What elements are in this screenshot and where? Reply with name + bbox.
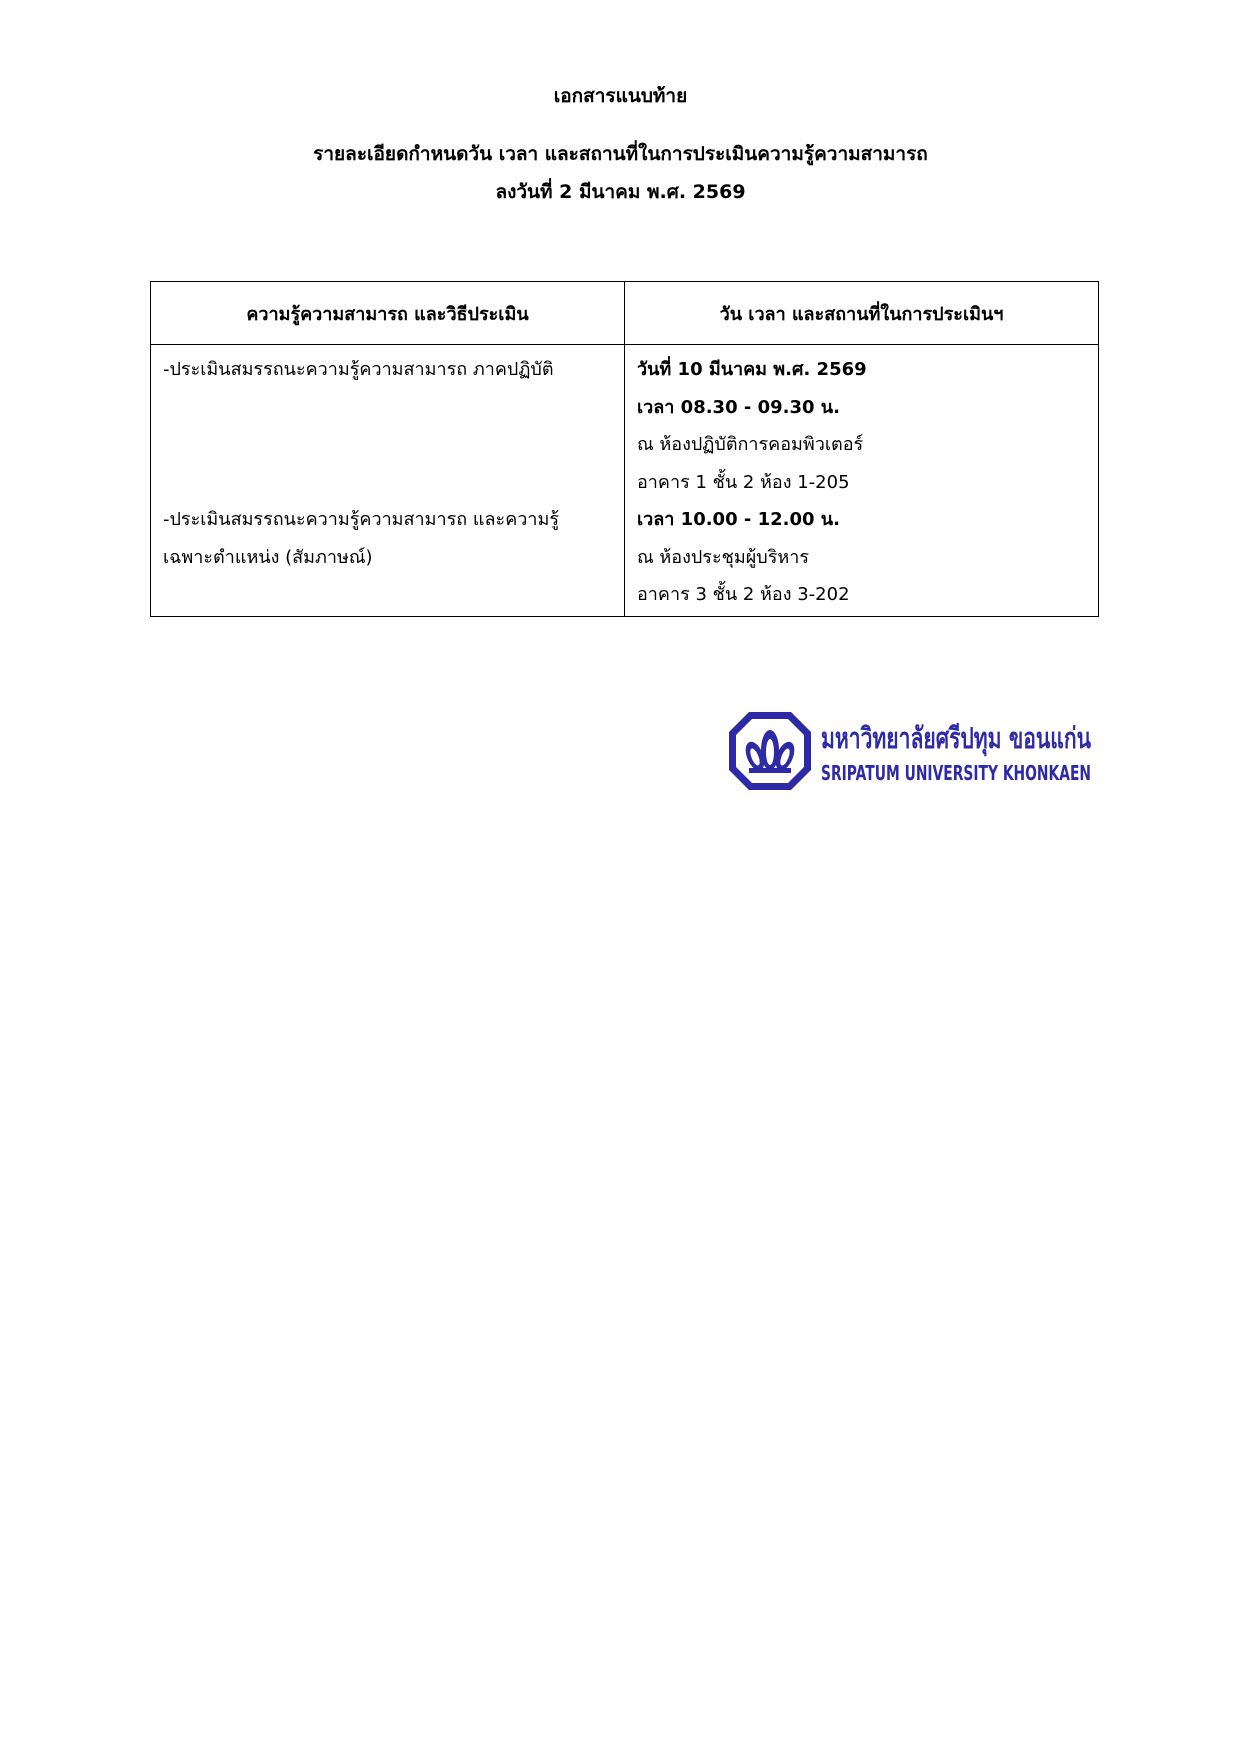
schedule-table	[150, 281, 1099, 617]
interview-time: เวลา 10.00 - 12.00 น.	[637, 509, 840, 530]
interview-assessment-item: -ประเมินสมรรถนะความรู้ความสามารถ และความรู้	[163, 509, 559, 530]
document-title: รายละเอียดกำหนดวัน เวลา และสถานที่ในการประเมินความรู้ความสามารถ	[313, 143, 928, 165]
practical-assessment-item: -ประเมินสมรรถนะความรู้ความสามารถ ภาคปฏิบัติ	[163, 359, 554, 380]
header-competency-method: ความรู้ความสามารถ และวิธีประเมิน	[151, 282, 625, 345]
interview-room: ณ ห้องประชุมผู้บริหาร	[637, 546, 810, 568]
logo-english-name: SRIPATUM UNIVERSITY KHONKAEN	[821, 761, 1091, 785]
interview-assessment-item-cont: เฉพาะตำแหน่ง (สัมภาษณ์)	[163, 546, 373, 568]
practical-room: ณ ห้องปฏิบัติการคอมพิวเตอร์	[637, 434, 864, 455]
date-time-place-cell	[625, 345, 1099, 617]
table-row	[151, 345, 1099, 617]
competency-method-cell	[151, 345, 625, 617]
practical-time: เวลา 08.30 - 09.30 น.	[637, 396, 840, 418]
table-header-row	[151, 282, 1099, 345]
logo-thai-name: มหาวิทยาลัยศรีปทุม ขอนแก่น	[821, 721, 1193, 755]
assessment-date: วันที่ 10 มีนาคม พ.ศ. 2569	[637, 359, 867, 380]
university-logo	[725, 706, 1193, 796]
appendix-heading: เอกสารแนบท้าย	[553, 85, 688, 107]
practical-building: อาคาร 1 ชั้น 2 ห้อง 1-205	[637, 471, 850, 493]
header-date-time-place: วัน เวลา และสถานที่ในการประเมินฯ	[625, 282, 1099, 345]
lotus-emblem-icon	[729, 712, 811, 790]
document-date: ลงวันที่ 2 มีนาคม พ.ศ. 2569	[495, 181, 746, 203]
interview-building: อาคาร 3 ชั้น 2 ห้อง 3-202	[637, 584, 850, 605]
